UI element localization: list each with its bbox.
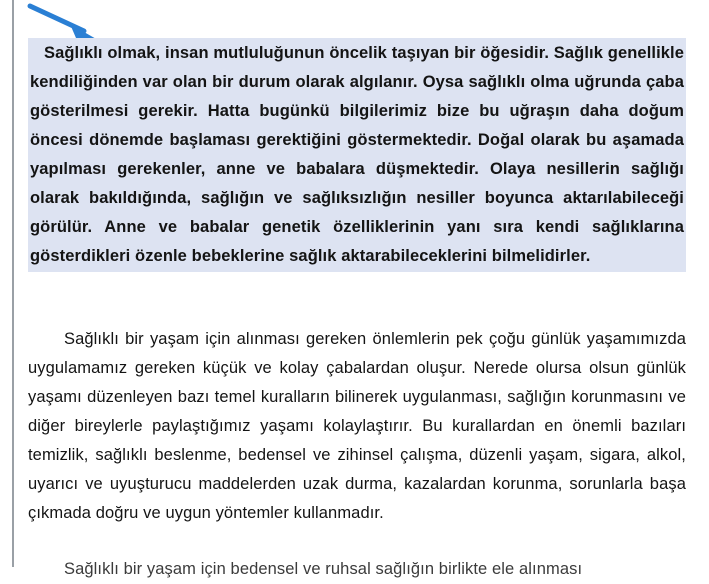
page-left-margin-rule <box>12 0 14 567</box>
highlighted-paragraph: Sağlıklı olmak, insan mutluluğunun öncelik taşıyan bir öğesidir. Sağlık genellikle kendiliğinden var olan bir durum olarak algılanır. Oysa sağlıklı olma uğrunda çaba gösterilmesi gerekir. Hatta bugünkü bilgilerimiz bize bu uğraşın daha doğum öncesi dönemde başlaması gerektiğini göstermektedir. Doğal olarak bu aşamada yapılması gerekenler, anne ve babalara düşmektedir. Olaya nesillerin sağlığı olarak bakıldığında, sağlığın ve sağlıksızlığın nesiller boyunca aktarılabileceği görülür. Anne ve babalar genetik özelliklerinin yanı sıra kendi sağlıklarına gösterdikleri özenle bebeklerine sağlık aktarabileceklerini bilmelidirler. <box>28 38 686 272</box>
third-paragraph-block <box>28 555 686 578</box>
second-paragraph: Sağlıklı bir yaşam için alınması gereken önlemlerin pek çoğu günlük yaşamımızda uygulamamız gereken küçük ve kolay çabalardan oluşur. Nerede olursa olsun günlük yaşamı düzenleyen bazı temel kuralların bilinerek uygulanması, sağlığın korunmasını ve diğer bireylerle paylaştığımız yaşamı kolaylaştırır. Bu kurallardan en önemli bazıları temizlik, sağlıklı beslenme, bedensel ve zihinsel çalışma, düzenli yaşam, sigara, alkol, uyarıcı ve uyuşturucu maddelerden uzak durma, kazalardan korunma, sorunlarla başa çıkmada doğru ve uygun yöntemler kullanmadır. <box>28 330 686 522</box>
second-paragraph-block <box>28 325 686 528</box>
third-paragraph-clipped: Sağlıklı bir yaşam için bedensel ve ruhsal sağlığın birlikte ele alınması <box>64 560 583 578</box>
highlighted-paragraph-block <box>28 38 686 272</box>
